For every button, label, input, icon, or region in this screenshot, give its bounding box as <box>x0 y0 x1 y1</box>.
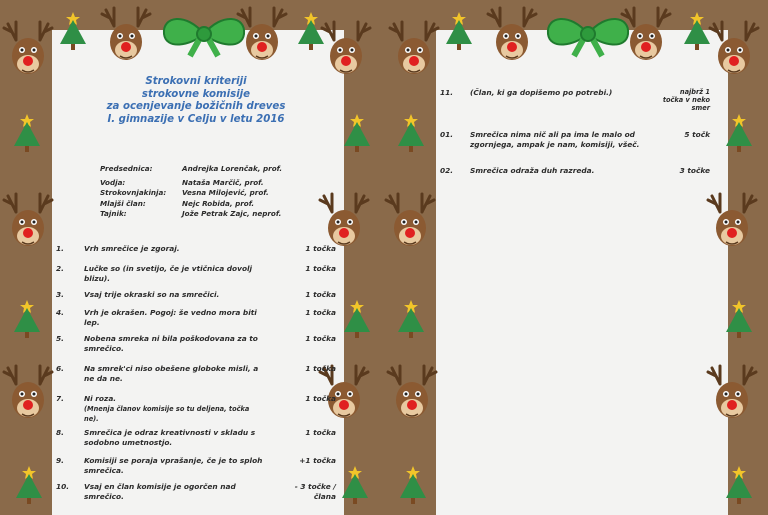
christmas-tree-icon <box>342 110 372 154</box>
committee-row <box>100 199 340 210</box>
christmas-tree-icon <box>342 296 372 340</box>
criterion-text: Vrh je okrašen. Pogoj: še vedno mora biti lep. <box>84 308 257 327</box>
committee-role: Mlajši član: <box>100 198 146 208</box>
criterion-number: 3. <box>56 290 64 299</box>
christmas-tree-icon <box>724 110 754 154</box>
criterion-points: +1 točka <box>299 456 336 465</box>
committee-role: Vodja: <box>100 177 126 187</box>
criterion-sub-text: (Mnenja članov komisije so tu deljena, točka ne). <box>84 404 250 424</box>
christmas-tree-icon <box>724 296 754 340</box>
christmas-tree-icon <box>398 462 428 506</box>
committee-row <box>100 209 340 220</box>
committee-role: Strokovnjakinja: <box>100 188 167 198</box>
reindeer-icon <box>388 18 440 80</box>
reindeer-icon <box>2 362 54 424</box>
christmas-tree-icon <box>12 296 42 340</box>
criterion-number: 01. <box>440 130 454 139</box>
criterion-text: Smrečica je odraz kreativnosti v skladu s sodobno umetnostjo. <box>84 428 256 447</box>
reindeer-icon <box>620 4 672 66</box>
criterion-text: Nobena smreka ni bila poškodovana za to smrečico. <box>84 334 258 353</box>
title-line: strokovne komisije <box>141 88 251 100</box>
christmas-tree-icon <box>340 462 370 506</box>
reindeer-icon <box>706 362 758 424</box>
criterion-text: Vsaj trije okraski so na smrečici. <box>84 290 220 299</box>
committee-role: Predsednica: <box>100 164 153 173</box>
document-title <box>98 76 294 126</box>
christmas-tree-icon <box>724 462 754 506</box>
committee-member: Jože Petrak Zajc, neprof. <box>182 209 282 219</box>
criterion-number: 10. <box>56 482 70 491</box>
criterion-text: Lučke so (in svetijo, če je vtičnica dovolj blizu). <box>84 264 253 283</box>
criterion-main-text: Ni roza. <box>84 394 117 403</box>
criterion-points: 1 točka <box>305 264 336 273</box>
committee-row <box>100 178 340 189</box>
criterion-number: 4. <box>56 308 64 317</box>
criterion-number: 2. <box>56 264 64 273</box>
criterion-points: 5 točk <box>684 130 710 139</box>
reindeer-icon <box>236 4 288 66</box>
christmas-tree-icon <box>12 110 42 154</box>
title-line: I. gimnazije v Celju v letu 2016 <box>107 113 285 125</box>
reindeer-icon <box>706 190 758 252</box>
reindeer-icon <box>708 18 760 80</box>
criterion-number: 6. <box>56 364 64 373</box>
reindeer-icon <box>100 4 152 66</box>
criterion-points: 3 točke <box>679 166 710 175</box>
criterion-text: Vsaj en član komisije je ogorčen nad smrečico. <box>84 482 236 501</box>
criterion-points: 1 točka <box>305 244 336 253</box>
criterion-number: 7. <box>56 394 64 403</box>
criterion-number: 02. <box>440 166 454 175</box>
committee-row <box>100 164 340 175</box>
criterion-number: 11. <box>440 88 454 97</box>
committee-list <box>100 164 340 220</box>
reindeer-icon <box>2 190 54 252</box>
committee-member: Nataša Marčič, prof. <box>182 177 264 187</box>
reindeer-icon <box>384 190 436 252</box>
criterion-points: 1 točka <box>305 364 336 373</box>
criterion-text: (Član, ki ga dopišemo po potrebi.) <box>470 88 613 97</box>
reindeer-icon <box>386 362 438 424</box>
criterion-points: 1 točka <box>305 394 336 403</box>
criterion-text <box>84 394 264 425</box>
committee-member: Andrejka Lorenčak, prof. <box>182 164 283 173</box>
criterion-points: najbrž 1 točka v neko smer <box>662 88 710 112</box>
criterion-number: 9. <box>56 456 64 465</box>
criterion-points: 1 točka <box>305 334 336 343</box>
committee-row <box>100 188 340 199</box>
criterion-text: Vrh smrečice je zgoraj. <box>84 244 180 253</box>
christmas-tree-icon <box>396 110 426 154</box>
criterion-points: 1 točka <box>305 290 336 299</box>
reindeer-icon <box>320 18 372 80</box>
christmas-tree-icon <box>14 462 44 506</box>
christmas-tree-icon <box>396 296 426 340</box>
criterion-text: Smrečica nima nič ali pa ima le malo od zgornjega, ampak je nam, komisiji, všeč. <box>470 130 640 149</box>
criterion-points: 1 točka <box>305 308 336 317</box>
criterion-number: 5. <box>56 334 64 343</box>
criterion-text: Smrečica odraža duh razreda. <box>470 166 595 175</box>
committee-member: Vesna Milojević, prof. <box>182 188 269 198</box>
christmas-tree-icon <box>58 8 88 52</box>
criterion-points: - 3 točke /člana <box>294 482 336 501</box>
criterion-number: 8. <box>56 428 64 437</box>
criterion-text: Na smrek'ci niso obešene globoke misli, a ne da ne. <box>84 364 259 383</box>
criterion-points: 1 točka <box>305 428 336 437</box>
title-line: Strokovni kriteriji <box>145 76 247 87</box>
criterion-number: 1. <box>56 244 64 253</box>
reindeer-icon <box>486 4 538 66</box>
committee-role: Tajnik: <box>100 209 127 219</box>
christmas-tree-icon <box>444 8 474 52</box>
title-line: za ocenjevanje božičnih dreves <box>106 101 286 112</box>
reindeer-icon <box>2 18 54 80</box>
criterion-text: Komisiji se poraja vprašanje, če je to sploh smrečica. <box>84 456 263 475</box>
committee-member: Nejc Robida, prof. <box>182 198 255 208</box>
